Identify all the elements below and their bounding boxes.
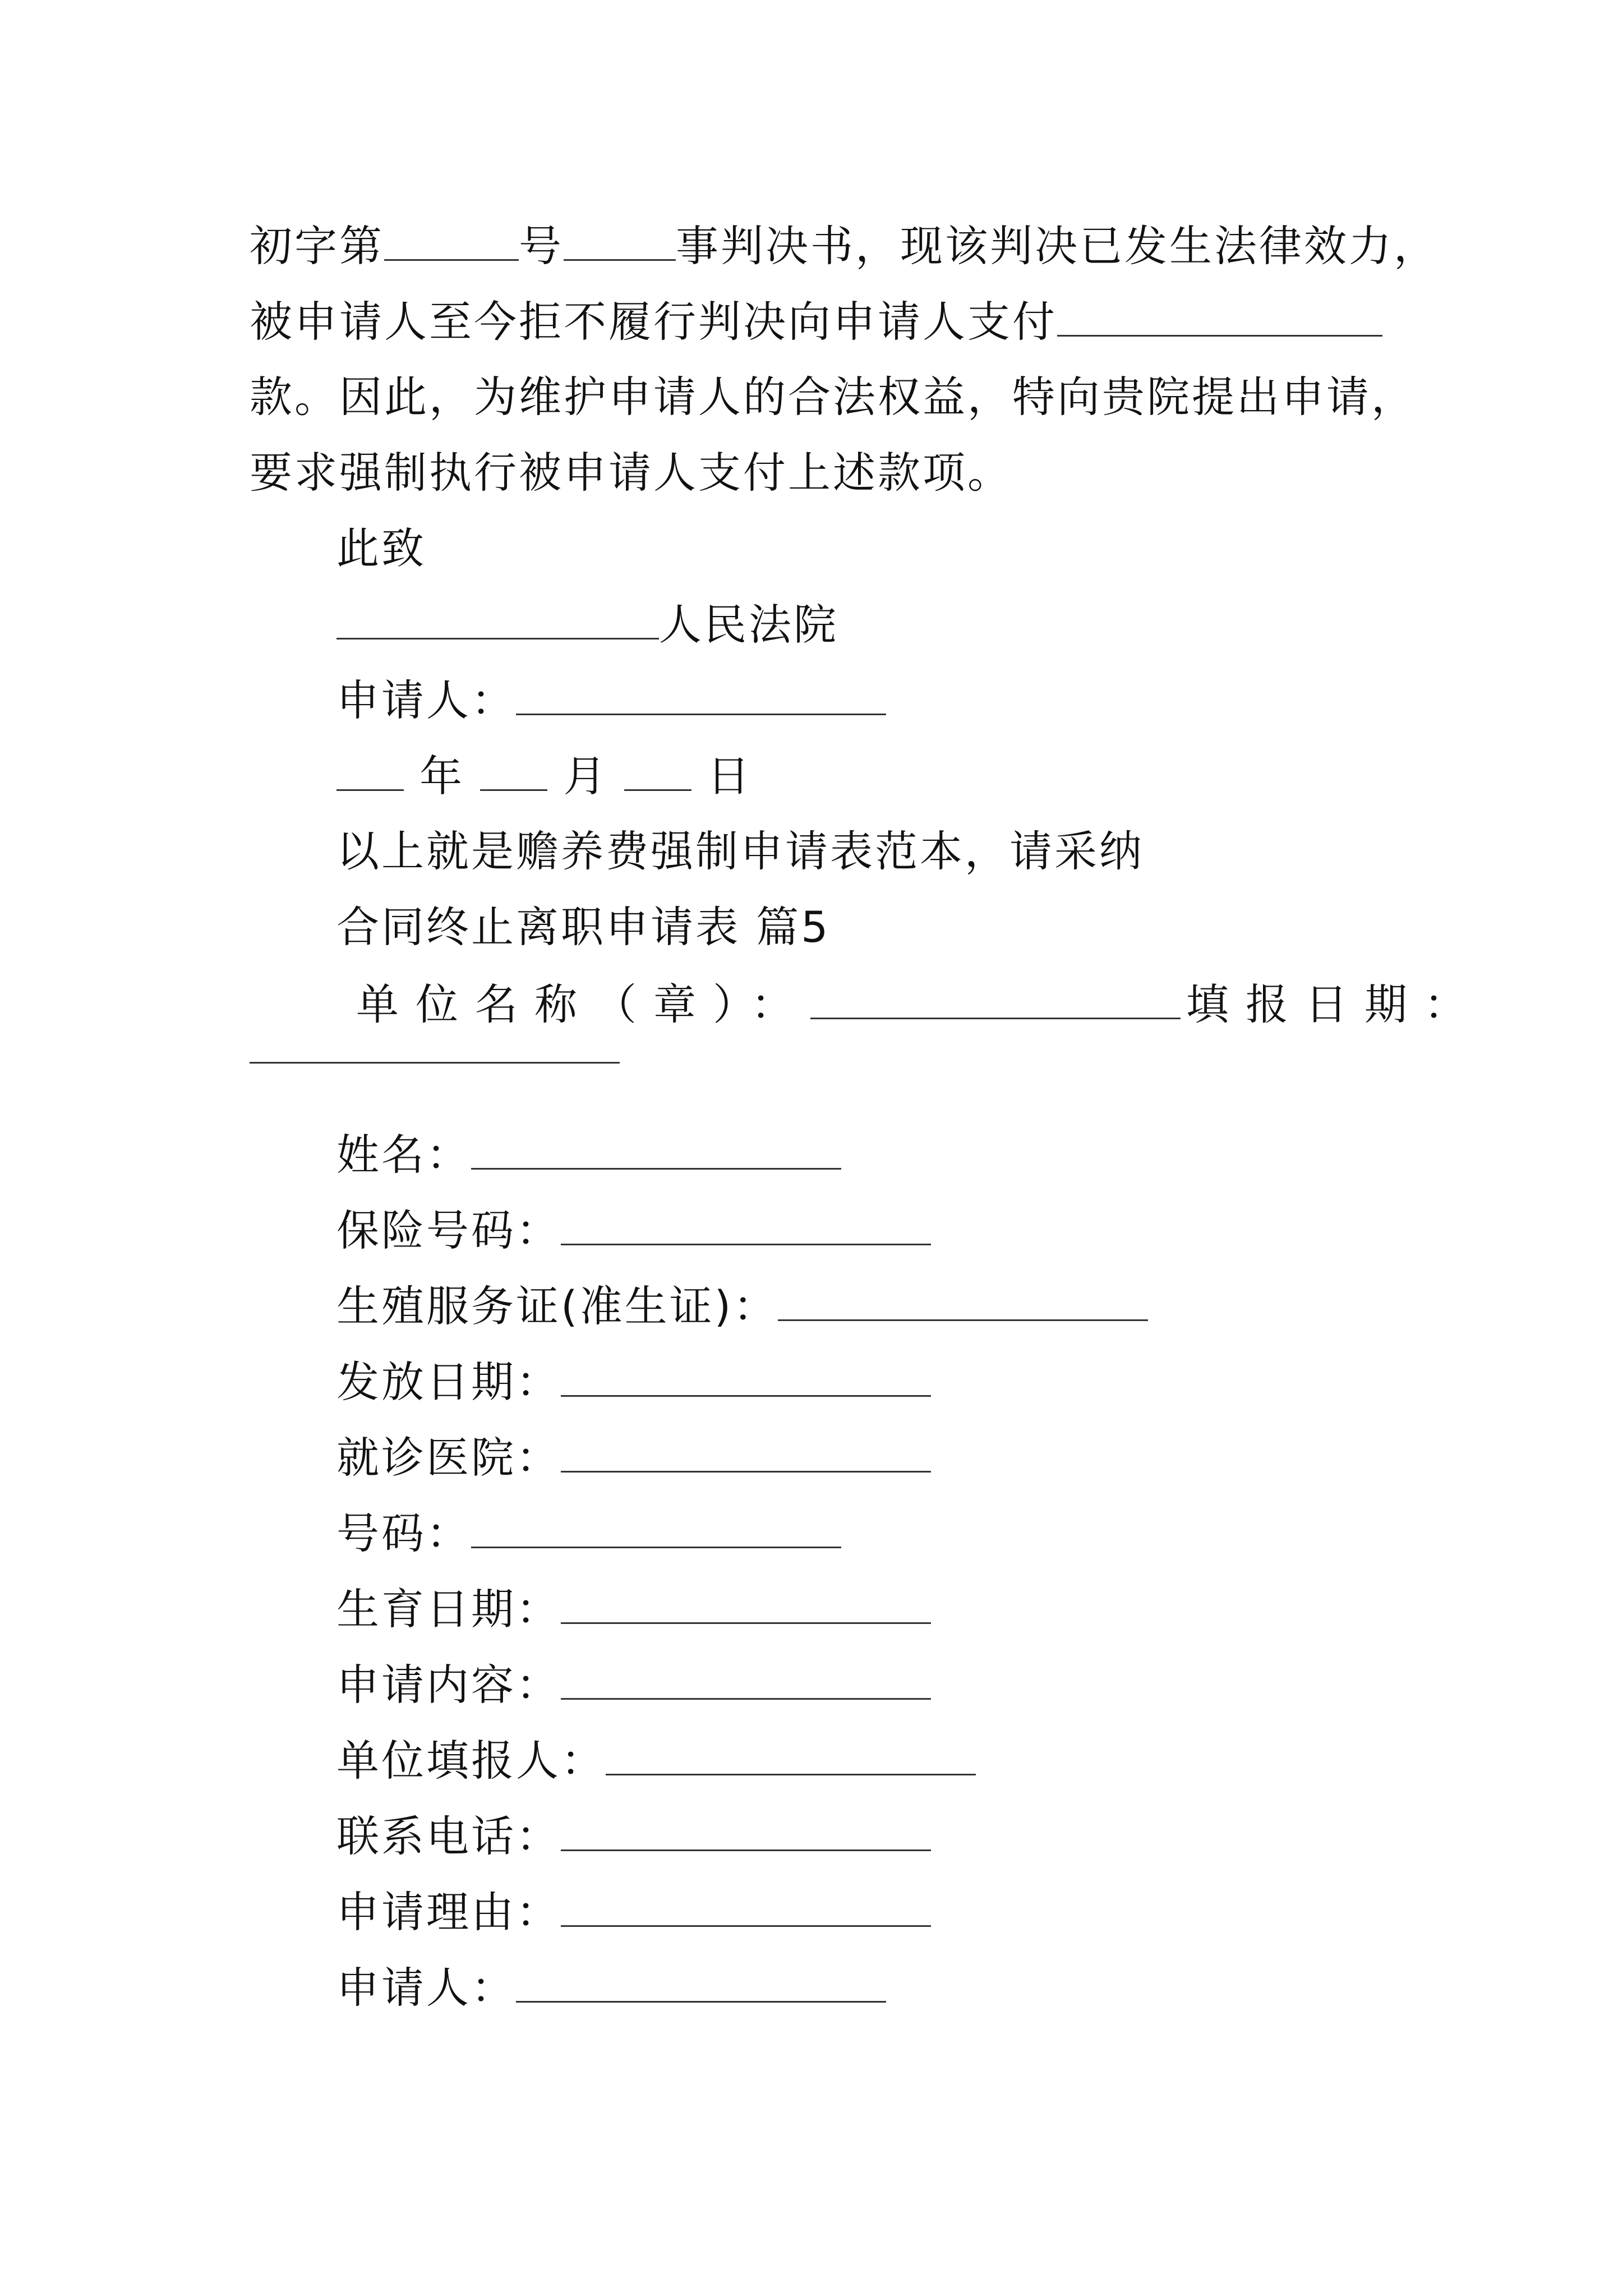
paragraph-text: 款。因此，为维护申请人的合法权益，特向贵院提出申请， xyxy=(250,372,1416,422)
field-blank[interactable] xyxy=(561,1663,931,1700)
field-label: 联系电话： xyxy=(336,1811,561,1861)
applicant-blank[interactable] xyxy=(516,679,886,715)
month-label: 月 xyxy=(563,751,608,801)
field-birth-permit xyxy=(336,1281,1148,1331)
paragraph-line-1 xyxy=(250,221,1438,271)
field-hospital xyxy=(336,1433,931,1483)
applicant-label: 申请人： xyxy=(336,675,516,725)
amount-blank[interactable] xyxy=(1057,300,1382,337)
case-number-blank[interactable] xyxy=(384,224,519,261)
court-line xyxy=(336,600,838,650)
unit-line xyxy=(356,979,1483,1029)
field-number xyxy=(336,1508,841,1558)
date-line xyxy=(336,751,752,801)
paragraph-text: 被申请人至今拒不履行判决向申请人支付 xyxy=(250,297,1057,347)
field-blank[interactable] xyxy=(471,1512,841,1548)
field-blank[interactable] xyxy=(561,1815,931,1851)
field-name xyxy=(336,1130,841,1180)
day-blank[interactable] xyxy=(624,754,691,791)
paragraph-text: 要求强制执行被申请人支付上述款项。 xyxy=(250,448,1012,498)
field-label: 发放日期： xyxy=(336,1357,561,1407)
paragraph-text: 号 xyxy=(519,221,564,271)
paragraph-line-4 xyxy=(250,448,1012,498)
fill-date-blank[interactable] xyxy=(250,1062,620,1064)
field-label: 生殖服务证(准生证)： xyxy=(336,1281,778,1331)
field-issue-date xyxy=(336,1357,931,1407)
field-label: 申请内容： xyxy=(336,1660,561,1710)
paragraph-text: 初字第 xyxy=(250,221,384,271)
court-suffix: 人民法院 xyxy=(659,600,838,650)
field-blank[interactable] xyxy=(561,1360,931,1397)
field-label: 生育日期： xyxy=(336,1584,561,1634)
closing-note-text: 以上就是赡养费强制申请表范本，请采纳 xyxy=(336,826,1144,876)
fill-date-label: 填报日期： xyxy=(1186,979,1483,1029)
paragraph-line-2 xyxy=(250,297,1382,347)
field-birth-date xyxy=(336,1584,931,1634)
closing-note xyxy=(336,826,1144,876)
unit-name-label: 单位名称（章）： xyxy=(356,979,810,1029)
field-blank[interactable] xyxy=(561,1890,931,1927)
field-label: 姓名： xyxy=(336,1130,471,1180)
field-label: 就诊医院： xyxy=(336,1433,561,1483)
field-label: 申请人： xyxy=(336,1963,516,2013)
field-label: 申请理由： xyxy=(336,1887,561,1937)
field-blank[interactable] xyxy=(561,1588,931,1624)
field-content xyxy=(336,1660,931,1710)
day-label: 日 xyxy=(707,751,752,801)
salutation xyxy=(336,523,426,573)
field-label: 号码： xyxy=(336,1508,471,1558)
case-type-blank[interactable] xyxy=(564,224,676,261)
section-title-text: 合同终止离职申请表 篇5 xyxy=(336,902,831,952)
unit-name-blank[interactable] xyxy=(810,983,1181,1019)
paragraph-text: 事判决书，现该判决已发生法律效力， xyxy=(676,221,1438,271)
court-name-blank[interactable] xyxy=(336,603,659,639)
paragraph-line-3 xyxy=(250,372,1416,422)
field-label: 保险号码： xyxy=(336,1205,561,1255)
field-blank[interactable] xyxy=(778,1285,1148,1321)
field-blank[interactable] xyxy=(561,1436,931,1473)
year-label: 年 xyxy=(419,751,465,801)
field-blank[interactable] xyxy=(471,1133,841,1170)
field-insurance-number xyxy=(336,1205,931,1255)
field-blank[interactable] xyxy=(516,1966,886,2003)
year-blank[interactable] xyxy=(336,754,404,791)
field-blank[interactable] xyxy=(561,1209,931,1245)
field-reason xyxy=(336,1887,931,1937)
month-blank[interactable] xyxy=(480,754,547,791)
field-blank[interactable] xyxy=(606,1739,976,1775)
field-label: 单位填报人： xyxy=(336,1736,606,1786)
section-title xyxy=(336,902,831,952)
applicant-line xyxy=(336,675,886,725)
salutation-text: 此致 xyxy=(336,523,426,573)
field-reporter xyxy=(336,1736,976,1786)
field-phone xyxy=(336,1811,931,1861)
field-applicant xyxy=(336,1963,886,2013)
